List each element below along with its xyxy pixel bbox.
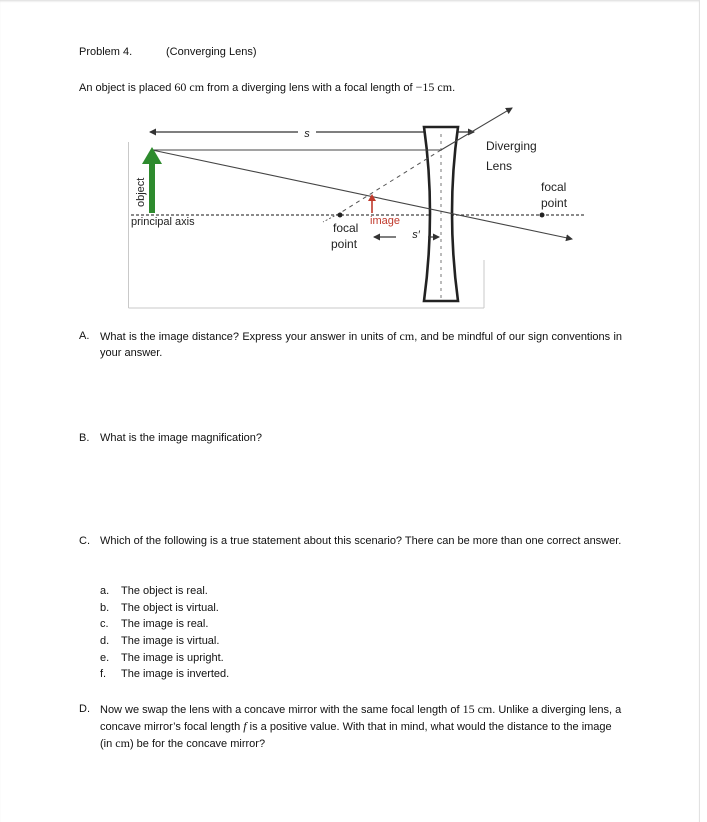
focal-point-right-dot — [540, 213, 545, 218]
question-d-letter: D. — [79, 703, 90, 715]
problem-statement: An object is placed 60 cm from a diverging lens with a focal length of −15 cm. — [79, 80, 456, 94]
question-c-text: Which of the following is a true statement about this scenario? There can be more than one correct answer. — [100, 535, 622, 547]
object-label: object — [135, 177, 147, 207]
focal-point-left-dot — [338, 213, 343, 218]
lens-label-line2: Lens — [486, 159, 513, 173]
principal-axis-label: principal axis — [131, 216, 195, 228]
focal-right-label-line2: point — [541, 196, 568, 210]
diagram-svg — [128, 100, 594, 310]
question-c-letter: C. — [79, 535, 90, 547]
lens-label-line1: Diverging — [486, 139, 537, 153]
lens-diagram — [128, 100, 594, 310]
document-page: Problem 4. (Converging Lens) An object is placed 60 cm from a diverging lens with a focal length of −15 cm. s s′ object principal axis focal point image Diverging Lens focal point A. What is the image distance? Express your answer in units of cm, and be mindful of our sign conventions in your answer. B. What is the image magnification? C. Which of the following is a true statement about this scenario? There can be more than one correct answer. a. The object is real. b. The object is virtual. c. The image is real. d. The image is virtual. e. The image is upright. f. The image is inverted. D. Now we swap the lens with a concave mirror with the same focal length of 15 cm. Unlike a diverging lens, a concave mirror’s focal length f is a positive value. With that in mind, what would the distance to the image (in cm) be for the concave mirror? — [0, 0, 700, 822]
question-a-text: What is the image distance? Express your answer in units of cm, and be mindful of our sign conventions in your answer. — [100, 329, 623, 359]
focal-left-label-line1: focal — [333, 221, 359, 235]
s-label: s — [304, 128, 310, 140]
problem-number: Problem 4. — [79, 46, 133, 58]
problem-subtitle: (Converging Lens) — [166, 46, 257, 58]
image-label: image — [370, 215, 400, 227]
question-b-text: What is the image magnification? — [100, 432, 263, 444]
ray-virtual-extension — [340, 150, 441, 213]
focal-right-label-line1: focal — [541, 180, 567, 194]
question-b-letter: B. — [79, 432, 90, 444]
focal-left-label-line2: point — [331, 237, 358, 251]
s-prime-label: s′ — [412, 229, 420, 241]
question-d-text: Now we swap the lens with a concave mirror with the same focal length of 15 cm. Unlike a diverging lens, a concave mirror’s focal length f is a positive value. With that in mind, what would the distance to the image (in cm) be for the concave mirror? — [100, 702, 622, 750]
question-a-letter: A. — [79, 330, 90, 342]
